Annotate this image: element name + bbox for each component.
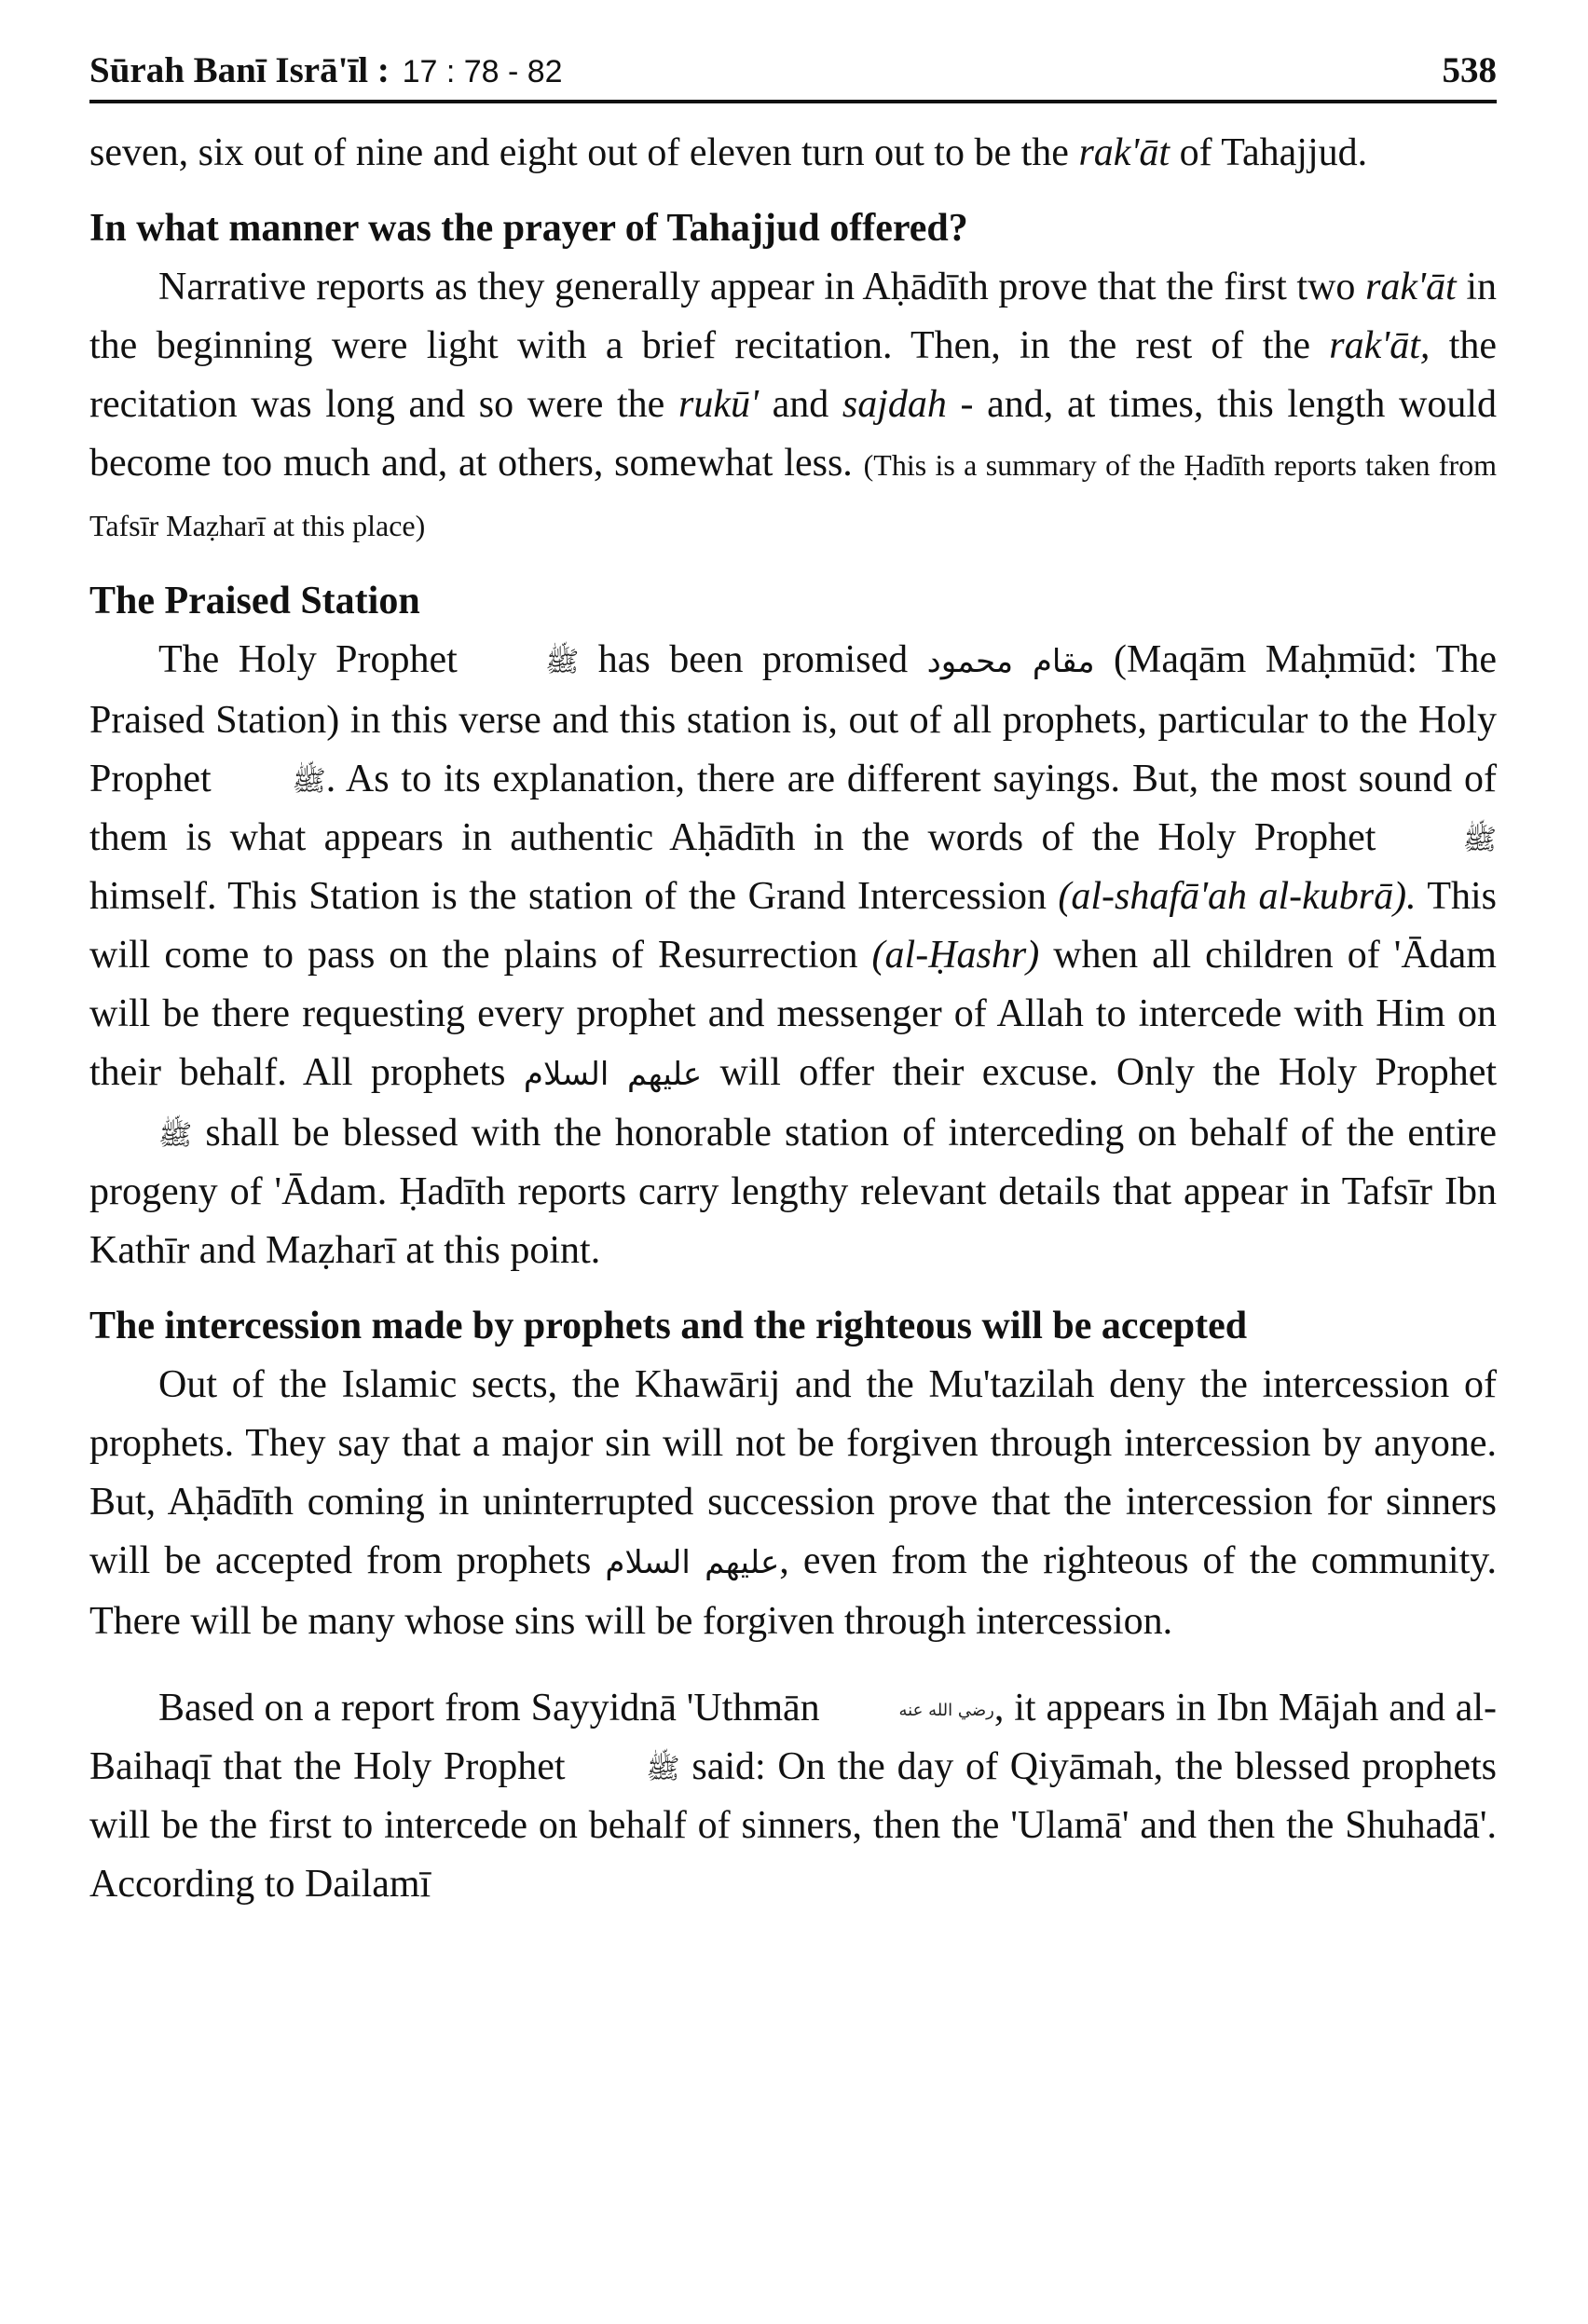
page-number: 538 xyxy=(1442,50,1497,90)
arabic-alaihim-salam: عليهم السلام xyxy=(523,1056,703,1093)
paragraph-praised-station: The Holy Prophet ﷺ has been promised مقام محمود (Maqām Maḥmūd: The Praised Station) in this verse and this station is, out of all prophets, particular to the Holy Prophet ﷺ. As to its explanation, there are different sayings. But, the most sound of them is what appears in authentic Aḥādīth in the words of the Holy Prophet ﷺ himself. This Station is the station of the Grand Intercession (al-shafā'ah al-kubrā). This will come to pass on the plains of Resurrection (al-Ḥashr) when all children of 'Ādam will be there requesting every prophet and messenger of Allah to intercede with Him on their behalf. All prophets عليهم السلام will offer their excuse. Only the Holy Prophet ﷺ shall be blessed with the honorable station of interceding on behalf of the entire progeny of 'Ādam. Ḥadīth reports carry lengthy relevant details that appear in Tafsīr Ibn Kathīr and Maẓharī at this point. xyxy=(89,638,1497,1272)
paragraph-continued: seven, six out of nine and eight out of eleven turn out to be the rak'āt of Tahajjud. xyxy=(89,131,1368,174)
heading-tahajjud-manner: In what manner was the prayer of Tahajjud offered? xyxy=(89,207,968,250)
paragraph-intercession: Out of the Islamic sects, the Khawārij and the Mu'tazilah deny the intercession of prophets. They say that a major sin will not be forgiven through intercession by anyone. But, Aḥādīth coming in uninterrupted succession prove that the intercession for sinners will be accepted from prophets عليهم السلام, even from the righteous of the community. There will be many whose sins will be forgiven through intercession. xyxy=(89,1363,1498,1643)
prophet-honorific-icon: ﷺ xyxy=(158,1119,193,1153)
prophet-honorific-icon: ﷺ xyxy=(292,765,326,799)
prophet-honorific-icon: ﷺ xyxy=(646,1753,680,1786)
running-title xyxy=(89,48,563,94)
companion-honorific-icon: رضي الله عنه xyxy=(898,1701,994,1721)
arabic-alaihim-salam: عليهم السلام xyxy=(605,1544,780,1581)
body-text xyxy=(89,124,1497,1914)
page xyxy=(89,48,1497,1914)
source-note: (This is a summary of the Ḥadīth reports taken from Tafsīr Maẓharī at this place) xyxy=(89,448,1498,542)
arabic-maqam-mahmud: مقام محمود xyxy=(926,643,1095,680)
prophet-honorific-icon: ﷺ xyxy=(1462,824,1497,857)
paragraph-uthman-report: Based on a report from Sayyidnā 'Uthmān رضي الله عنه, it appears in Ibn Mājah and al-Baihaqī that the Holy Prophet ﷺ said: On the day of Qiyāmah, the blessed prophets will be the first to intercede on behalf of sinners, then the 'Ulamā' and then the Shuhadā'. According to Dailamī xyxy=(89,1687,1497,1906)
prophet-honorific-icon: ﷺ xyxy=(545,646,580,679)
surah-title: Sūrah Banī Isrā'īl : xyxy=(89,50,390,90)
paragraph-tahajjud-manner: Narrative reports as they generally appear in Aḥādīth prove that the first two rak'āt in the beginning were light with a brief recitation. Then, in the rest of the rak'āt, the recitation was long and so were the rukū' and sajdah - and, at times, this length would become too much and, at others, somewhat less. (This is a summary of the Ḥadīth reports taken from Tafsīr Maẓharī at this place) xyxy=(89,266,1498,542)
heading-praised-station: The Praised Station xyxy=(89,580,420,622)
verse-reference: 17 : 78 - 82 xyxy=(402,54,563,89)
running-head xyxy=(89,48,1497,103)
heading-intercession-accepted: The intercession made by prophets and the righteous will be accepted xyxy=(89,1305,1248,1347)
